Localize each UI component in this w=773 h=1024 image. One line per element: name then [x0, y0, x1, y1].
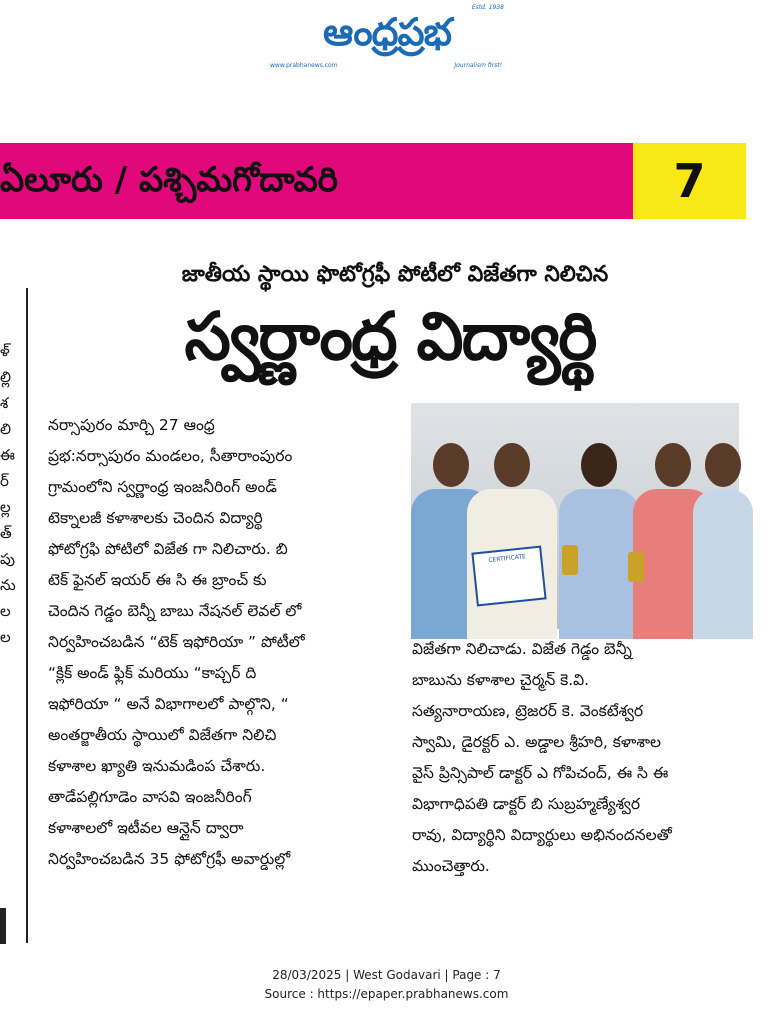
body-line: నిర్వహించబడిన “టెక్ ఇఫోరియా ” పోటీలో	[48, 633, 305, 651]
body-line: అంతర్జాతీయ స్థాయిలో విజేతగా నిలిచి	[48, 726, 277, 744]
page-number-box	[633, 143, 746, 219]
person-head	[433, 443, 469, 487]
photo-person	[693, 443, 753, 639]
fragment-line: ల్ల	[0, 498, 11, 516]
fragment-line: ల్లి	[0, 368, 11, 386]
adjacent-article-fragment	[0, 338, 14, 650]
fragment-line: పు	[0, 550, 15, 568]
newspaper-logo: ఆంధ్రప్రభ	[323, 10, 451, 54]
body-line: నర్సాపురం మార్చి 27 ఆంధ్ర	[48, 416, 215, 434]
masthead-tagline: Journalism first!	[454, 62, 502, 69]
article-kicker: జాతీయ స్థాయి ఫొటోగ్రఫీ పోటీలో విజేతగా నిలిచిన	[181, 262, 609, 287]
fragment-line: ర్	[0, 472, 9, 490]
person-head	[655, 443, 691, 487]
footer-date-line: 28/03/2025 | West Godavari | Page : 7	[272, 968, 501, 982]
person-head	[581, 443, 617, 487]
fragment-line: ను	[0, 576, 16, 594]
body-line: బాబును కళాశాల చైర్మన్ కె.వి.	[412, 671, 590, 689]
fragment-line: త్	[0, 524, 12, 542]
section-title: ఏలూరు / పశ్చిమగోదావరి	[0, 160, 338, 200]
certificate-title: CERTIFICATE	[488, 553, 527, 565]
body-line: ఇఫోరియా “ అనే విభాగాలలో పాల్గొని, “	[48, 695, 289, 713]
column-divider	[26, 288, 28, 943]
body-line: ముంచెత్తారు.	[412, 857, 490, 875]
article-headline: స్వర్ణాంధ్ర విద్యార్థి	[184, 298, 596, 375]
body-line: తాడేపల్లిగూడెం వాసవి ఇంజనీరింగ్	[48, 788, 252, 806]
body-line: గ్రామంలోని స్వర్ణాంధ్ర ఇంజనీరింగ్ అండ్	[48, 478, 277, 496]
footer-source-link[interactable]: Source : https://epaper.prabhanews.com	[264, 987, 509, 1001]
body-line: “క్లిక్ అండ్ ఫ్లిక్ మరియు “కాప్చర్ ది	[48, 664, 257, 682]
body-line: సత్యనారాయణ, ట్రెజరర్ కె. వెంకటేశ్వర	[412, 702, 644, 720]
body-line: టెక్నాలజీ కళాశాలకు చెందిన విద్యార్థి	[48, 509, 263, 527]
fragment-line: శ	[0, 394, 9, 412]
trophy-icon	[562, 545, 578, 575]
body-line: ఫోటోగ్రఫి పోటిలో విజేత గా నిలిచారు. బి	[48, 540, 288, 558]
person-head	[494, 443, 530, 487]
section-bar	[0, 143, 633, 219]
body-line: కళాశాల ఖ్యాతి ఇనుమడింప చేశారు.	[48, 757, 266, 775]
certificate	[471, 545, 546, 606]
body-line: కళాశాలలో ఇటీవల ఆన్లైన్ ద్వారా	[48, 819, 244, 837]
body-line: రావు, విద్యార్థిని విద్యార్థులు అభినందనలతో	[412, 826, 672, 844]
body-line: టెక్ ఫైనల్ ఇయర్ ఈ సి ఈ బ్రాంచ్ కు	[48, 571, 267, 589]
body-line: చెందిన గెడ్డం బెన్నీ బాబు నేషనల్ లెవల్ లో	[48, 602, 302, 620]
fragment-line: ల	[0, 628, 11, 646]
page-footer	[0, 966, 773, 1004]
masthead-site: www.prabhanews.com	[270, 62, 338, 69]
body-line: వైస్ ప్రిన్సిపాల్ డాక్టర్ ఎ గోపిచంద్, ఈ సి ఈ	[412, 764, 669, 782]
fragment-line: ల	[0, 602, 11, 620]
person-body	[693, 489, 753, 639]
photo-person	[467, 443, 557, 639]
page-number: 7	[673, 154, 706, 208]
masthead	[262, 4, 512, 74]
body-line: స్వామి, డైరక్టర్ ఎ. అడ్డాల శ్రీహరి, కళాశాల	[412, 733, 662, 751]
body-line: విజేతగా నిలిచాడు. విజేత గెడ్డం బెన్నీ	[412, 640, 632, 658]
person-head	[705, 443, 741, 487]
article-body-column-1	[48, 410, 384, 875]
body-line: విభాగాధిపతి డాక్టర్ బి సుబ్రహ్మణ్యేశ్వర	[412, 795, 641, 813]
body-line: ప్రభ:నర్సాపురం మండలం, సీతారాంపురం	[48, 447, 293, 465]
fragment-line: ఈ	[0, 446, 15, 464]
trophy-icon	[628, 552, 644, 582]
article-photo	[411, 403, 739, 629]
photo-person	[559, 443, 639, 639]
fragment-line: ళ్	[0, 342, 10, 360]
fragment-line: లి	[0, 420, 11, 438]
masthead-estd: Estd. 1938	[471, 4, 504, 11]
left-edge-bar	[0, 908, 6, 944]
article-body-column-2	[412, 634, 742, 882]
body-line: నిర్వహించబడిన 35 ఫోటోగ్రఫీ అవార్డుల్లో	[48, 850, 291, 868]
